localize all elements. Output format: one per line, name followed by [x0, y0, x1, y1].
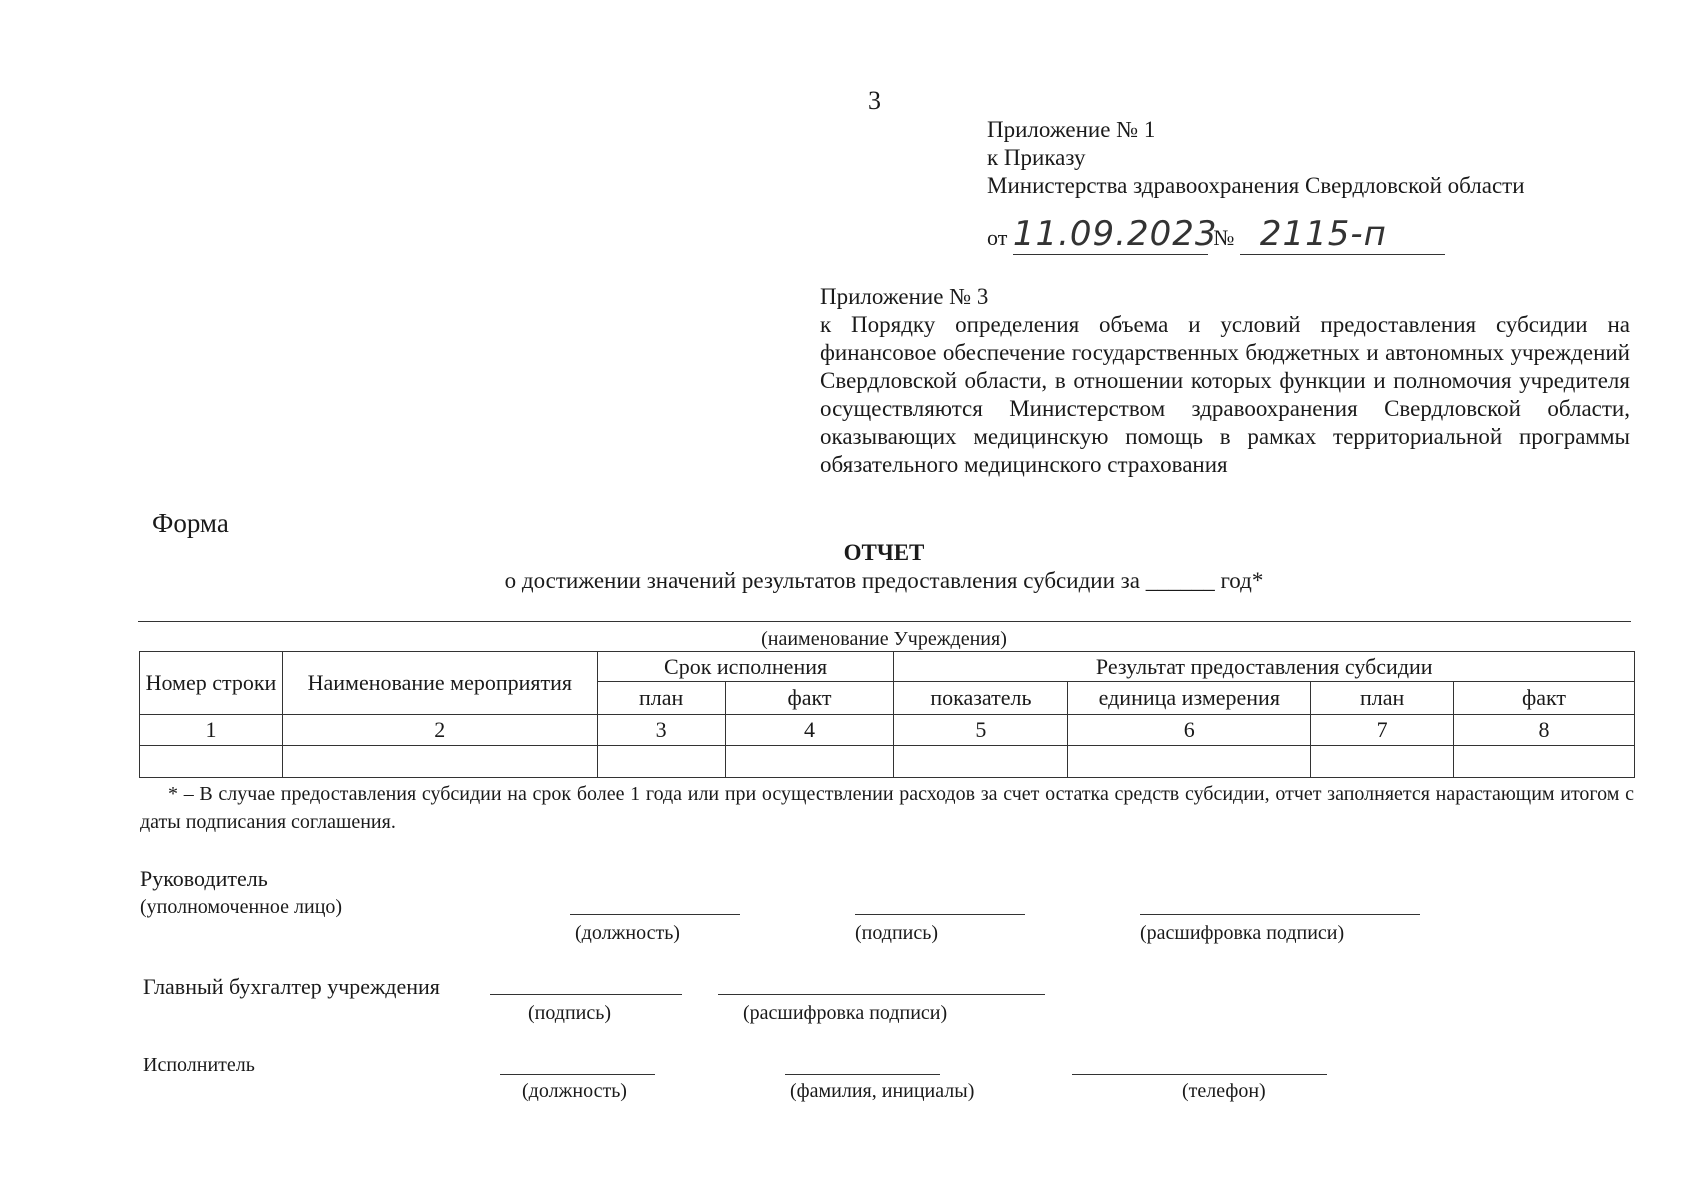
number-label: №	[1213, 225, 1235, 250]
appendix-1-title: Приложение № 1	[987, 117, 1156, 142]
appendix-1-ministry: Министерства здравоохранения Свердловской области	[987, 173, 1525, 198]
column-number: 1	[140, 715, 283, 746]
page-number: 3	[868, 86, 881, 115]
header-row-number: Номер строки	[140, 652, 283, 715]
empty-data-row	[140, 746, 1635, 778]
empty-cell	[894, 746, 1068, 778]
empty-cell	[1454, 746, 1635, 778]
accountant-label: Главный бухгалтер учреждения	[143, 974, 440, 999]
column-number: 2	[282, 715, 597, 746]
header-row-1	[140, 652, 1635, 682]
order-date-number-line	[987, 214, 1445, 255]
header-deadline: Срок исполнения	[597, 652, 894, 682]
header-plan-2: план	[1311, 682, 1454, 715]
empty-cell	[1068, 746, 1311, 778]
empty-cell	[597, 746, 725, 778]
empty-cell	[1311, 746, 1454, 778]
header-fact: факт	[725, 682, 894, 715]
head-decoding-line	[1140, 914, 1420, 915]
executor-name-caption: (фамилия, инициалы)	[790, 1080, 975, 1102]
head-label: Руководитель	[140, 866, 268, 891]
institution-name-caption: (наименование Учреждения)	[761, 628, 1007, 650]
report-table	[139, 651, 1635, 778]
appendix-1-to-order: к Приказу	[987, 145, 1086, 170]
executor-position-line	[500, 1074, 655, 1075]
column-number: 3	[597, 715, 725, 746]
accountant-decoding-line	[718, 994, 1045, 995]
column-number: 4	[725, 715, 894, 746]
head-position-line	[570, 914, 740, 915]
head-decoding-caption: (расшифровка подписи)	[1140, 922, 1345, 944]
header-event-name: Наименование мероприятия	[282, 652, 597, 715]
report-title: ОТЧЕТ	[843, 540, 925, 565]
header-result: Результат предоставления субсидии	[894, 652, 1635, 682]
institution-name-line	[138, 621, 1631, 622]
handwritten-date: 11.09.2023	[1012, 214, 1218, 254]
accountant-signature-line	[490, 994, 682, 995]
accountant-signature-caption: (подпись)	[528, 1002, 612, 1024]
footnote: * – В случае предоставления субсидии на срок более 1 года или при осуществлении расходов за счет остатка средств субсидии, отчет заполняется нарастающим итогом с даты подписания соглашения.	[140, 783, 1634, 833]
head-sublabel: (уполномоченное лицо)	[140, 896, 343, 918]
header-indicator: показатель	[894, 682, 1068, 715]
column-number-row	[140, 715, 1635, 746]
column-number: 8	[1454, 715, 1635, 746]
appendix-1-block	[987, 116, 1525, 200]
from-label: от	[987, 225, 1008, 250]
appendix-3-title: Приложение № 3	[820, 284, 989, 309]
header-plan: план	[597, 682, 725, 715]
column-number: 7	[1311, 715, 1454, 746]
executor-phone-line	[1072, 1074, 1327, 1075]
empty-cell	[282, 746, 597, 778]
executor-position-caption: (должность)	[522, 1080, 627, 1102]
handwritten-number: 2115-п	[1240, 214, 1445, 255]
head-signature-line	[855, 914, 1025, 915]
column-number: 6	[1068, 715, 1311, 746]
head-signature-caption: (подпись)	[855, 922, 939, 944]
header-unit: единица измерения	[1068, 682, 1311, 715]
appendix-3-text: к Порядку определения объема и условий предоставления субсидии на финансовое обеспечение государственных бюджетных и автономных учреждений Свердловской области, в отношении которых функции и полномочия учредителя осуществляются Министерством здравоохранения Свердловской области, оказывающих медицинскую помощь в рамках территориальной программы обязательного медицинского страхования	[820, 312, 1630, 477]
report-subtitle: о достижении значений результатов предоставления субсидии за ______ год*	[504, 568, 1264, 593]
empty-cell	[725, 746, 894, 778]
form-label: Форма	[152, 508, 229, 538]
executor-phone-caption: (телефон)	[1182, 1080, 1266, 1102]
header-fact-2: факт	[1454, 682, 1635, 715]
executor-name-line	[785, 1074, 940, 1075]
empty-cell	[140, 746, 283, 778]
accountant-decoding-caption: (расшифровка подписи)	[743, 1002, 948, 1024]
head-position-caption: (должность)	[575, 922, 680, 944]
column-number: 5	[894, 715, 1068, 746]
executor-label: Исполнитель	[143, 1054, 255, 1076]
